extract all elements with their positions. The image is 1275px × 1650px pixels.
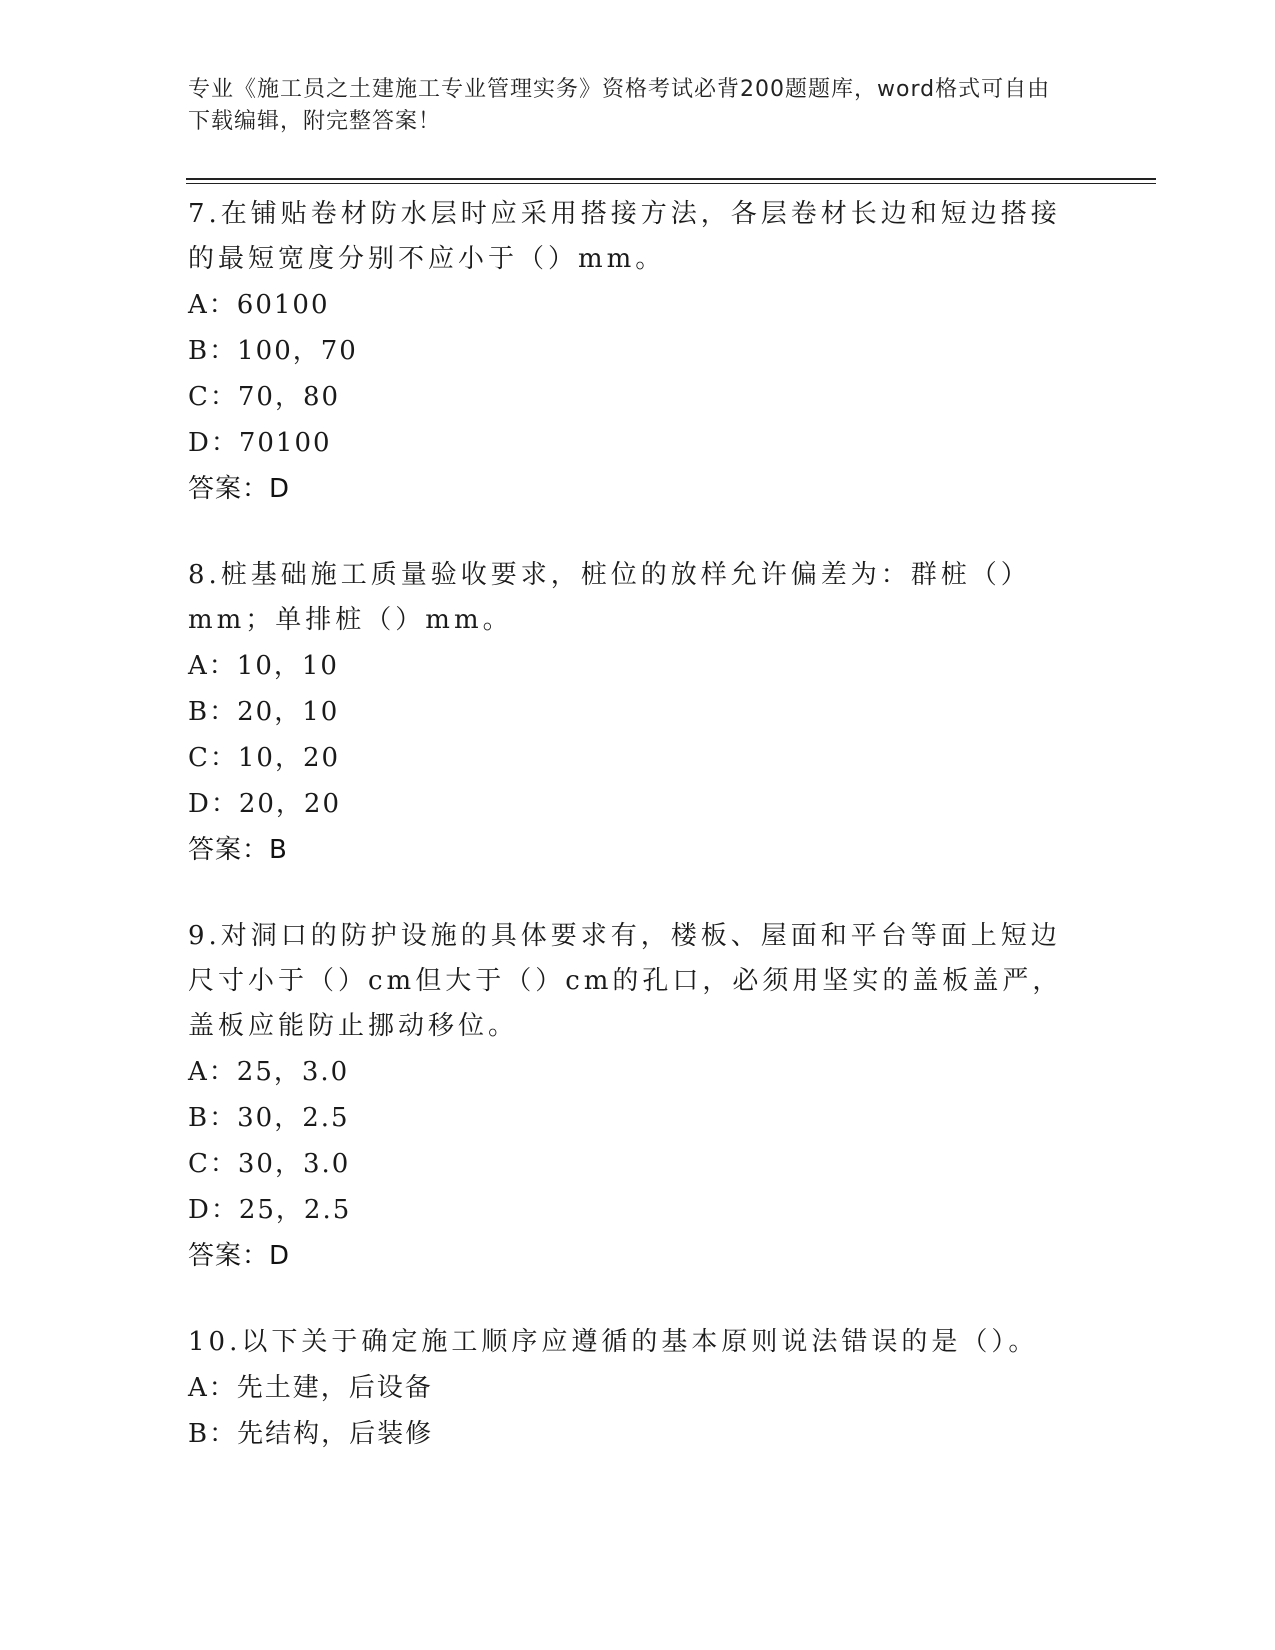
header-rule-thin	[186, 183, 1156, 184]
answer: 答案：B	[188, 835, 288, 865]
question-stem: 8.桩基础施工质量验收要求，桩位的放样允许偏差为：群桩（）mm；单排桩（）mm。	[188, 560, 1031, 635]
option-b: B：先结构，后装修	[188, 1419, 434, 1449]
question-stem: 9.对洞口的防护设施的具体要求有，楼板、屋面和平台等面上短边尺寸小于（）cm但大于（）cm的孔口，必须用坚实的盖板盖严，盖板应能防止挪动移位。	[188, 921, 1063, 1041]
document-header: 专业《施工员之土建施工专业管理实务》资格考试必背200题题库，word格式可自由下载编辑，附完整答案！	[188, 77, 1051, 134]
question-7	[188, 192, 1088, 512]
option-c: C：70，80	[188, 382, 341, 412]
question-list	[188, 192, 1088, 1498]
answer: 答案：D	[188, 474, 291, 504]
question-9	[188, 914, 1088, 1279]
option-d: D：70100	[188, 428, 332, 458]
option-a: A：25，3.0	[188, 1057, 350, 1087]
option-d: D：25，2.5	[188, 1195, 352, 1225]
option-b: B：100，70	[188, 336, 358, 366]
answer: 答案：D	[188, 1241, 291, 1271]
option-d: D：20，20	[188, 789, 342, 819]
option-b: B：30，2.5	[188, 1103, 350, 1133]
header-rule-thick	[186, 178, 1156, 180]
question-8	[188, 553, 1088, 873]
question-10	[188, 1320, 1088, 1457]
option-b: B：20，10	[188, 697, 340, 727]
question-stem: 7.在铺贴卷材防水层时应采用搭接方法，各层卷材长边和短边搭接的最短宽度分别不应小于（）mm。	[188, 199, 1061, 274]
option-a: A：10，10	[188, 651, 339, 681]
option-a: A：先土建，后设备	[188, 1373, 433, 1403]
question-stem: 10.以下关于确定施工顺序应遵循的基本原则说法错误的是（）。	[188, 1327, 1039, 1357]
option-c: C：10，20	[188, 743, 341, 773]
option-c: C：30，3.0	[188, 1149, 351, 1179]
option-a: A：60100	[188, 290, 330, 320]
